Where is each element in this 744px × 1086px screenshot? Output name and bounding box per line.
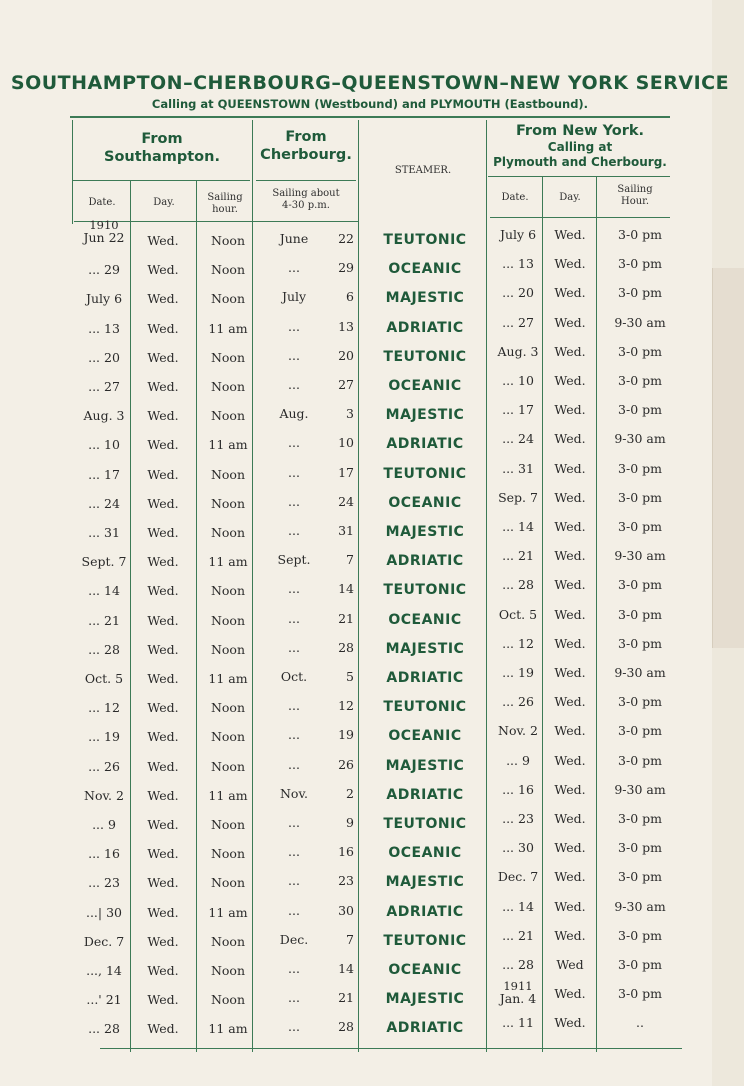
- cell-date: ... 12: [88, 700, 120, 716]
- cell-date: ... 26: [88, 758, 120, 774]
- cell-ny-day: Wed.: [554, 431, 586, 447]
- cell-ny-day: Wed.: [554, 811, 586, 826]
- cell-ny-day: Wed.: [554, 460, 586, 476]
- cell-ny-sailing-hour: 3-0 pm: [618, 402, 662, 418]
- cell-day: Wed.: [147, 408, 179, 424]
- cell-ny-sailing-hour: 3-0 pm: [618, 343, 662, 359]
- cell-ny-date: ... 12: [502, 635, 534, 651]
- subheader-sailing-about-line2: 4-30 p.m.: [282, 199, 330, 211]
- cell-ny-date: ... 28: [502, 577, 534, 593]
- cell-day: Wed.: [147, 612, 179, 628]
- cell-cherbourg-month: Oct.: [280, 669, 308, 684]
- cell-date: July 6: [85, 291, 123, 307]
- cell-date: ... 9: [92, 817, 116, 832]
- subheader-ny-date: Date.: [501, 192, 529, 203]
- cell-steamer: MAJESTIC: [385, 640, 465, 657]
- rule-under-ny-subheaders: [490, 217, 670, 218]
- cell-ny-day: Wed.: [554, 373, 586, 388]
- cell-cherbourg-month: ...: [288, 493, 300, 509]
- cell-ny-day: Wed.: [554, 548, 586, 564]
- cell-ny-day: Wed.: [554, 489, 586, 505]
- cell-ny-day: Wed.: [554, 986, 586, 1002]
- cell-date: ... 17: [88, 466, 120, 482]
- cell-steamer: TEUTONIC: [383, 932, 467, 949]
- cell-cherbourg-month: ...: [288, 698, 300, 714]
- cell-ny-date: ... 31: [502, 460, 534, 476]
- cell-ny-sailing-hour: 3-0 pm: [618, 957, 662, 972]
- cell-ny-date-year: 1911: [503, 979, 533, 994]
- cell-steamer: OCEANIC: [388, 728, 462, 745]
- cell-ny-day: Wed.: [554, 752, 586, 768]
- cell-sailing-hour: Noon: [210, 291, 246, 307]
- cell-steamer: MAJESTIC: [385, 757, 465, 774]
- cell-cherbourg-month: Aug.: [279, 406, 309, 422]
- cell-ny-sailing-hour: 3-0 pm: [618, 927, 662, 943]
- cell-day: Wed.: [147, 466, 179, 482]
- cell-cherbourg-day: 12: [338, 698, 354, 714]
- cell-day: Wed.: [147, 758, 179, 774]
- cell-steamer: TEUTONIC: [383, 582, 467, 599]
- cell-ny-date: Aug. 3: [497, 343, 539, 359]
- cell-date: ..., 14: [86, 963, 122, 978]
- cell-sailing-hour: Noon: [210, 379, 246, 394]
- cell-cherbourg-day: 23: [338, 873, 354, 889]
- cell-ny-sailing-hour: 3-0 pm: [618, 986, 662, 1002]
- cell-day: Wed.: [147, 963, 179, 978]
- cell-date: ...' 21: [86, 992, 122, 1008]
- cell-steamer: ADRIATIC: [386, 319, 464, 336]
- cell-ny-sailing-hour: 9-30 am: [614, 781, 666, 797]
- cell-ny-date: Oct. 5: [498, 606, 538, 622]
- cell-date-year: 1910: [89, 218, 119, 232]
- cell-cherbourg-day: 14: [338, 961, 354, 976]
- cell-cherbourg-day: 28: [338, 639, 354, 655]
- cell-steamer: OCEANIC: [388, 845, 462, 862]
- cell-day: Wed.: [147, 933, 179, 949]
- cell-steamer: ADRIATIC: [386, 903, 464, 920]
- cell-date: ... 19: [88, 729, 120, 745]
- cell-sailing-hour: Noon: [210, 875, 246, 891]
- rule-under-title: [70, 116, 670, 118]
- cell-ny-date: ... 11: [502, 1015, 534, 1031]
- cell-cherbourg-day: 7: [346, 931, 354, 947]
- cell-sailing-hour: 11 am: [208, 554, 248, 570]
- cell-ny-sailing-hour: 9-30 am: [614, 548, 666, 564]
- cell-sailing-hour: Noon: [210, 262, 246, 278]
- cell-ny-sailing-hour: 3-0 pm: [618, 840, 662, 856]
- cell-ny-day: Wed.: [554, 606, 586, 622]
- cell-cherbourg-day: 31: [338, 523, 354, 538]
- cell-cherbourg-month: Sept.: [277, 552, 311, 568]
- cell-cherbourg-month: ...: [288, 902, 300, 918]
- cell-cherbourg-day: 21: [338, 610, 354, 626]
- cell-ny-date: [490, 981, 546, 1005]
- cell-date: [74, 220, 134, 244]
- cell-steamer: MAJESTIC: [385, 290, 465, 307]
- cell-day: Wed.: [147, 700, 179, 716]
- cell-ny-day: Wed.: [554, 840, 586, 856]
- cell-cherbourg-day: 26: [338, 756, 354, 772]
- subheader-ny-sailing-hour: [598, 184, 672, 207]
- cell-day: Wed.: [147, 671, 179, 686]
- cell-ny-date: ... 21: [502, 927, 534, 943]
- cell-date: ... 13: [88, 320, 120, 336]
- cell-ny-date: ... 14: [502, 519, 534, 534]
- cell-sailing-hour: Noon: [210, 992, 246, 1008]
- cell-steamer: MAJESTIC: [385, 407, 465, 424]
- cell-cherbourg-month: ...: [288, 377, 300, 392]
- cell-steamer: OCEANIC: [388, 378, 462, 394]
- cell-sailing-hour: Noon: [210, 233, 246, 248]
- cell-day: Wed.: [147, 817, 179, 832]
- cell-sailing-hour: Noon: [210, 846, 246, 862]
- cell-ny-date: ... 27: [502, 314, 534, 330]
- cell-cherbourg-month: ...: [288, 756, 300, 772]
- cell-cherbourg-month: ...: [288, 1019, 300, 1035]
- cell-ny-sailing-hour: 9-30 am: [614, 314, 666, 330]
- cell-ny-sailing-hour: 3-0 pm: [618, 460, 662, 476]
- cell-cherbourg-month: ...: [288, 961, 300, 976]
- cell-ny-date: ... 19: [502, 665, 534, 680]
- cell-cherbourg-month: ...: [288, 844, 300, 860]
- cell-ny-sailing-hour: 3-0 pm: [618, 256, 662, 272]
- cell-sailing-hour: Noon: [210, 729, 246, 745]
- cell-steamer: MAJESTIC: [385, 991, 465, 1008]
- cell-sailing-hour: Noon: [210, 612, 246, 628]
- cell-cherbourg-day: 29: [338, 260, 354, 276]
- cell-cherbourg-day: 13: [338, 318, 354, 334]
- cell-ny-date: ... 26: [502, 694, 534, 710]
- cell-day: Wed.: [147, 787, 179, 803]
- cell-sailing-hour: Noon: [210, 495, 246, 511]
- cell-ny-sailing-hour: 3-0 pm: [618, 694, 662, 710]
- cell-cherbourg-day: 6: [346, 289, 354, 305]
- cell-steamer: TEUTONIC: [383, 699, 467, 716]
- cell-ny-sailing-hour: 3-0 pm: [618, 752, 662, 768]
- cell-steamer: MAJESTIC: [385, 524, 465, 540]
- cell-steamer: ADRIATIC: [386, 1020, 464, 1037]
- cell-ny-day: Wed.: [554, 256, 586, 272]
- cell-sailing-hour: Noon: [210, 963, 246, 978]
- cell-date: ... 28: [88, 1021, 120, 1037]
- cell-date: ...| 30: [85, 904, 122, 920]
- cell-steamer: MAJESTIC: [385, 874, 465, 891]
- cell-day: Wed.: [147, 583, 179, 599]
- cell-cherbourg-day: 2: [346, 785, 354, 801]
- cell-ny-day: Wed.: [554, 227, 586, 242]
- cell-ny-day: Wed.: [554, 343, 586, 359]
- cell-sailing-hour: 11 am: [208, 904, 248, 920]
- cell-sailing-hour: Noon: [210, 758, 246, 774]
- cell-cherbourg-month: ...: [288, 523, 300, 538]
- group-from-cherbourg-line1: From: [285, 129, 327, 145]
- cell-date-value: Jun 22: [83, 229, 125, 245]
- subheader-ny-day: Day.: [559, 192, 581, 203]
- cell-cherbourg-month: ...: [288, 347, 300, 363]
- cell-ny-date-value: Jan. 4: [499, 990, 537, 1006]
- subheader-sailing-about-line1: Sailing about: [272, 188, 340, 199]
- cell-cherbourg-day: 21: [338, 990, 354, 1006]
- cell-steamer: OCEANIC: [388, 261, 462, 278]
- cell-ny-day: Wed.: [554, 519, 586, 534]
- cell-steamer: ADRIATIC: [386, 786, 464, 803]
- subheader-sailing-hour-line1: Sailing: [207, 192, 243, 203]
- cell-ny-sailing-hour: 3-0 pm: [618, 869, 662, 885]
- cell-day: Wed.: [147, 437, 179, 453]
- cell-ny-day: Wed.: [554, 665, 586, 680]
- cell-ny-sailing-hour: 3-0 pm: [618, 811, 662, 826]
- cell-sailing-hour: 11 am: [208, 671, 248, 686]
- group-from-newyork: [488, 122, 672, 170]
- cell-day: Wed.: [147, 641, 179, 657]
- cell-cherbourg-day: 20: [338, 347, 354, 363]
- cell-steamer: TEUTONIC: [383, 816, 467, 832]
- cell-day: Wed.: [147, 320, 179, 336]
- cell-ny-sailing-hour: 3-0 pm: [618, 606, 662, 622]
- subheader-sailing-hour-line2: hour.: [212, 203, 238, 215]
- cell-date: Oct. 5: [84, 671, 124, 686]
- cell-cherbourg-month: ...: [288, 260, 300, 276]
- cell-ny-date: ... 23: [502, 811, 534, 826]
- cell-date: ... 21: [88, 612, 120, 628]
- group-from-southampton-line1: From: [141, 131, 183, 147]
- cell-ny-date: ... 30: [502, 840, 534, 856]
- cell-ny-sailing-hour: 3-0 pm: [618, 373, 662, 388]
- cell-cherbourg-month: ...: [288, 610, 300, 626]
- cell-day: Wed.: [147, 495, 179, 511]
- cell-ny-day: Wed.: [554, 927, 586, 943]
- cell-date: ... 24: [88, 495, 120, 511]
- rule-group-cherbourg: [256, 180, 356, 181]
- cell-steamer: OCEANIC: [388, 611, 462, 628]
- cell-ny-sailing-hour: ..: [636, 1015, 644, 1031]
- cell-ny-date: Dec. 7: [497, 869, 539, 885]
- cell-ny-sailing-hour: 9-30 am: [614, 431, 666, 447]
- cell-day: Wed.: [147, 846, 179, 862]
- cell-cherbourg-month: July: [281, 289, 307, 305]
- cell-cherbourg-month: ...: [288, 815, 300, 830]
- cell-date: Dec. 7: [83, 933, 125, 949]
- cell-ny-sailing-hour: 3-0 pm: [618, 227, 662, 242]
- cell-steamer: ADRIATIC: [386, 553, 464, 570]
- cell-cherbourg-month: June: [279, 231, 309, 246]
- cell-steamer: ADRIATIC: [386, 670, 464, 686]
- cell-sailing-hour: Noon: [210, 817, 246, 832]
- cell-ny-sailing-hour: 3-0 pm: [618, 489, 662, 505]
- cell-date: Sept. 7: [81, 554, 127, 570]
- subheader-day: Day.: [153, 197, 175, 208]
- cell-sailing-hour: 11 am: [208, 320, 248, 336]
- cell-date: ... 28: [88, 641, 120, 657]
- cell-cherbourg-month: ...: [288, 435, 300, 451]
- cell-ny-day: Wed.: [554, 402, 586, 418]
- cell-cherbourg-day: 24: [338, 493, 354, 509]
- cell-sailing-hour: Noon: [210, 641, 246, 657]
- cell-sailing-hour: Noon: [210, 583, 246, 599]
- cell-steamer: ADRIATIC: [386, 436, 464, 453]
- cell-cherbourg-month: ...: [288, 639, 300, 655]
- cell-ny-date: July 6: [499, 227, 537, 242]
- subheader-sailing-hour: [198, 192, 252, 215]
- cell-ny-date: Nov. 2: [498, 723, 538, 739]
- cell-day: Wed.: [147, 729, 179, 745]
- cell-cherbourg-day: 14: [338, 581, 354, 597]
- cell-ny-day: Wed.: [554, 869, 586, 885]
- cell-day: Wed.: [147, 1021, 179, 1037]
- cell-ny-day: Wed.: [554, 898, 586, 914]
- cell-ny-sailing-hour: 3-0 pm: [618, 723, 662, 739]
- cell-cherbourg-day: 3: [346, 406, 354, 422]
- group-from-southampton: [74, 130, 250, 166]
- cell-date: ... 23: [88, 875, 120, 891]
- cell-day: Wed.: [147, 525, 179, 540]
- cell-ny-day: Wed.: [554, 723, 586, 739]
- cell-ny-day: Wed.: [554, 1015, 586, 1031]
- cell-day: Wed.: [147, 379, 179, 394]
- cell-sailing-hour: Noon: [210, 349, 246, 365]
- cell-cherbourg-month: ...: [288, 990, 300, 1006]
- cell-date: ... 27: [88, 379, 120, 394]
- cell-ny-day: Wed.: [554, 285, 586, 301]
- cell-ny-date: ... 13: [502, 256, 534, 272]
- cell-cherbourg-month: ...: [288, 581, 300, 597]
- cell-sailing-hour: 11 am: [208, 437, 248, 453]
- cell-day: Wed.: [147, 291, 179, 307]
- cell-ny-sailing-hour: 3-0 pm: [618, 635, 662, 651]
- cell-sailing-hour: 11 am: [208, 1021, 248, 1037]
- cell-cherbourg-day: 28: [338, 1019, 354, 1035]
- cell-ny-day: Wed.: [554, 577, 586, 593]
- vrule-southampton-left: [72, 120, 73, 224]
- cell-sailing-hour: Noon: [210, 700, 246, 716]
- cell-steamer: TEUTONIC: [383, 465, 467, 482]
- cell-day: Wed.: [147, 554, 179, 570]
- cell-ny-date: ... 16: [502, 781, 534, 797]
- subheader-ny-sailing-hour-line1: Sailing: [617, 184, 653, 195]
- cell-date: ... 31: [88, 525, 120, 540]
- cell-steamer: TEUTONIC: [383, 232, 467, 248]
- cell-cherbourg-day: 30: [338, 902, 354, 918]
- cell-ny-date: ... 21: [502, 548, 534, 564]
- cell-ny-date: Sep. 7: [498, 489, 538, 505]
- cell-cherbourg-day: 22: [338, 231, 354, 246]
- cell-date: ... 29: [88, 262, 120, 278]
- cell-ny-date: ... 14: [502, 898, 534, 914]
- cell-cherbourg-day: 16: [338, 844, 354, 860]
- group-from-newyork-line3: Plymouth and Cherbourg.: [493, 155, 667, 170]
- cell-cherbourg-month: ...: [288, 727, 300, 743]
- cell-sailing-hour: Noon: [210, 408, 246, 424]
- cell-ny-date: ... 9: [506, 752, 530, 768]
- cell-ny-date: ... 24: [502, 431, 534, 447]
- cell-ny-sailing-hour: 3-0 pm: [618, 519, 662, 534]
- subheader-ny-sailing-hour-line2: Hour.: [620, 195, 650, 207]
- cell-cherbourg-day: 9: [346, 815, 354, 830]
- group-from-newyork-line2: Calling at: [547, 140, 613, 155]
- cell-date: Aug. 3: [83, 408, 125, 424]
- cell-day: Wed.: [147, 349, 179, 365]
- cell-cherbourg-month: ...: [288, 318, 300, 334]
- cell-cherbourg-month: ...: [288, 464, 300, 480]
- cell-ny-day: Wed: [556, 957, 584, 972]
- cell-ny-date: ... 28: [502, 957, 534, 972]
- cell-day: Wed.: [147, 904, 179, 920]
- cell-ny-day: Wed.: [554, 694, 586, 710]
- cell-ny-sailing-hour: 3-0 pm: [618, 285, 662, 301]
- page-title: SOUTHAMPTON–CHERBOURG–QUEENSTOWN–NEW YORK SERVICE: [10, 72, 730, 94]
- cell-day: Wed.: [147, 875, 179, 891]
- group-from-cherbourg: [254, 128, 358, 164]
- cell-steamer: TEUTONIC: [383, 348, 467, 365]
- cell-ny-sailing-hour: 9-30 am: [614, 898, 666, 914]
- cell-ny-day: Wed.: [554, 635, 586, 651]
- cell-date: Nov. 2: [84, 787, 124, 803]
- cell-cherbourg-day: 17: [338, 464, 354, 480]
- cell-ny-day: Wed.: [554, 781, 586, 797]
- cell-sailing-hour: 11 am: [208, 787, 248, 803]
- rule-group-newyork: [488, 176, 670, 177]
- cell-steamer: OCEANIC: [388, 494, 462, 511]
- cell-day: Wed.: [147, 992, 179, 1008]
- cell-cherbourg-month: Nov.: [279, 785, 308, 801]
- cell-ny-date: ... 20: [502, 285, 534, 301]
- cell-cherbourg-day: 10: [338, 435, 354, 451]
- subheader-sailing-about: [254, 188, 358, 211]
- header-steamer: STEAMER.: [394, 165, 452, 176]
- group-from-newyork-line1: From New York.: [515, 123, 645, 139]
- cell-ny-date: ... 17: [502, 402, 534, 418]
- cell-cherbourg-month: Dec.: [279, 931, 309, 947]
- cell-sailing-hour: Noon: [210, 525, 246, 540]
- cell-date: ... 10: [88, 437, 120, 453]
- cell-cherbourg-day: 7: [346, 552, 354, 568]
- rule-group-southampton: [72, 180, 250, 181]
- cell-steamer: OCEANIC: [388, 962, 462, 978]
- cell-day: Wed.: [147, 233, 179, 248]
- cell-date: ... 16: [88, 846, 120, 862]
- cell-sailing-hour: Noon: [210, 933, 246, 949]
- subheader-date: Date.: [88, 197, 116, 208]
- cell-sailing-hour: Noon: [210, 466, 246, 482]
- cell-cherbourg-day: 27: [338, 377, 354, 392]
- cell-cherbourg-day: 19: [338, 727, 354, 743]
- cell-ny-sailing-hour: 9-30 am: [614, 665, 666, 680]
- group-from-southampton-line2: Southampton.: [104, 149, 220, 166]
- table-row: [0, 1015, 712, 1048]
- cell-date: ... 20: [88, 349, 120, 365]
- page-subtitle: Calling at QUEENSTOWN (Westbound) and PLYMOUTH (Eastbound).: [151, 97, 589, 111]
- cell-day: Wed.: [147, 262, 179, 278]
- cell-cherbourg-day: 5: [346, 669, 354, 684]
- group-from-cherbourg-line2: Cherbourg.: [260, 147, 352, 164]
- cell-date: ... 14: [88, 583, 120, 599]
- page-edge: [712, 268, 744, 648]
- cell-ny-date: ... 10: [502, 373, 534, 388]
- cell-ny-sailing-hour: 3-0 pm: [618, 577, 662, 593]
- cell-cherbourg-month: ...: [288, 873, 300, 889]
- cell-ny-day: Wed.: [554, 314, 586, 330]
